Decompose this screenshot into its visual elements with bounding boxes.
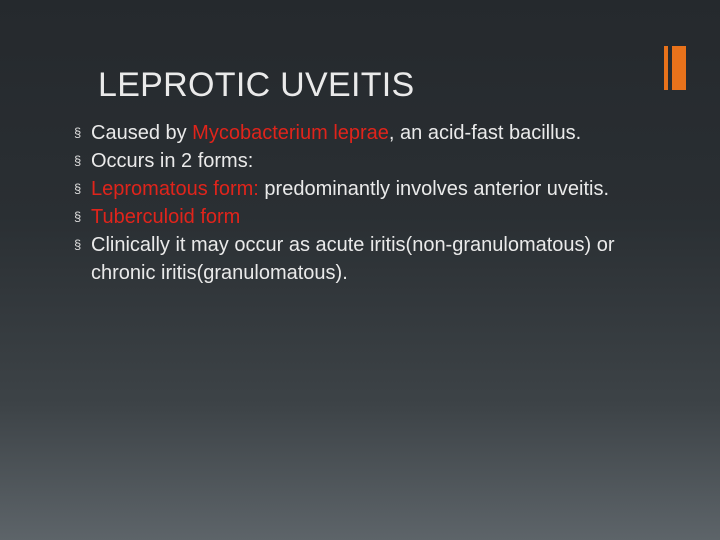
bullet-marker: §: [74, 237, 82, 252]
slide-title: LEPROTIC UVEITIS: [98, 66, 415, 104]
highlighted-text: Lepromatous form:: [91, 178, 259, 200]
bullet-text: Caused by: [91, 122, 193, 144]
bullet-item: [74, 175, 674, 203]
bullet-text: Clinically it may occur as acute iritis(non-granulomatous) or chronic iritis(granulomatous).: [91, 234, 615, 284]
bullet-item: [74, 119, 674, 147]
bullet-text: , an acid-fast bacillus.: [388, 122, 582, 144]
bullet-item: [74, 203, 674, 231]
bullet-marker: §: [74, 209, 82, 224]
accent-bar-thin: [664, 46, 668, 90]
bullet-marker: §: [74, 125, 82, 140]
accent-bar-thick: [672, 46, 686, 90]
highlighted-text: Tuberculoid form: [91, 206, 241, 228]
bullet-list: [74, 119, 674, 287]
accent-bars: [664, 46, 686, 90]
bullet-item: [74, 147, 674, 175]
highlighted-text: Mycobacterium leprae: [192, 122, 389, 144]
bullet-item: [74, 231, 674, 287]
bullet-text: Occurs in 2 forms:: [91, 150, 254, 172]
bullet-marker: §: [74, 181, 82, 196]
bullet-text: predominantly involves anterior uveitis.: [258, 178, 610, 200]
bullet-marker: §: [74, 153, 82, 168]
